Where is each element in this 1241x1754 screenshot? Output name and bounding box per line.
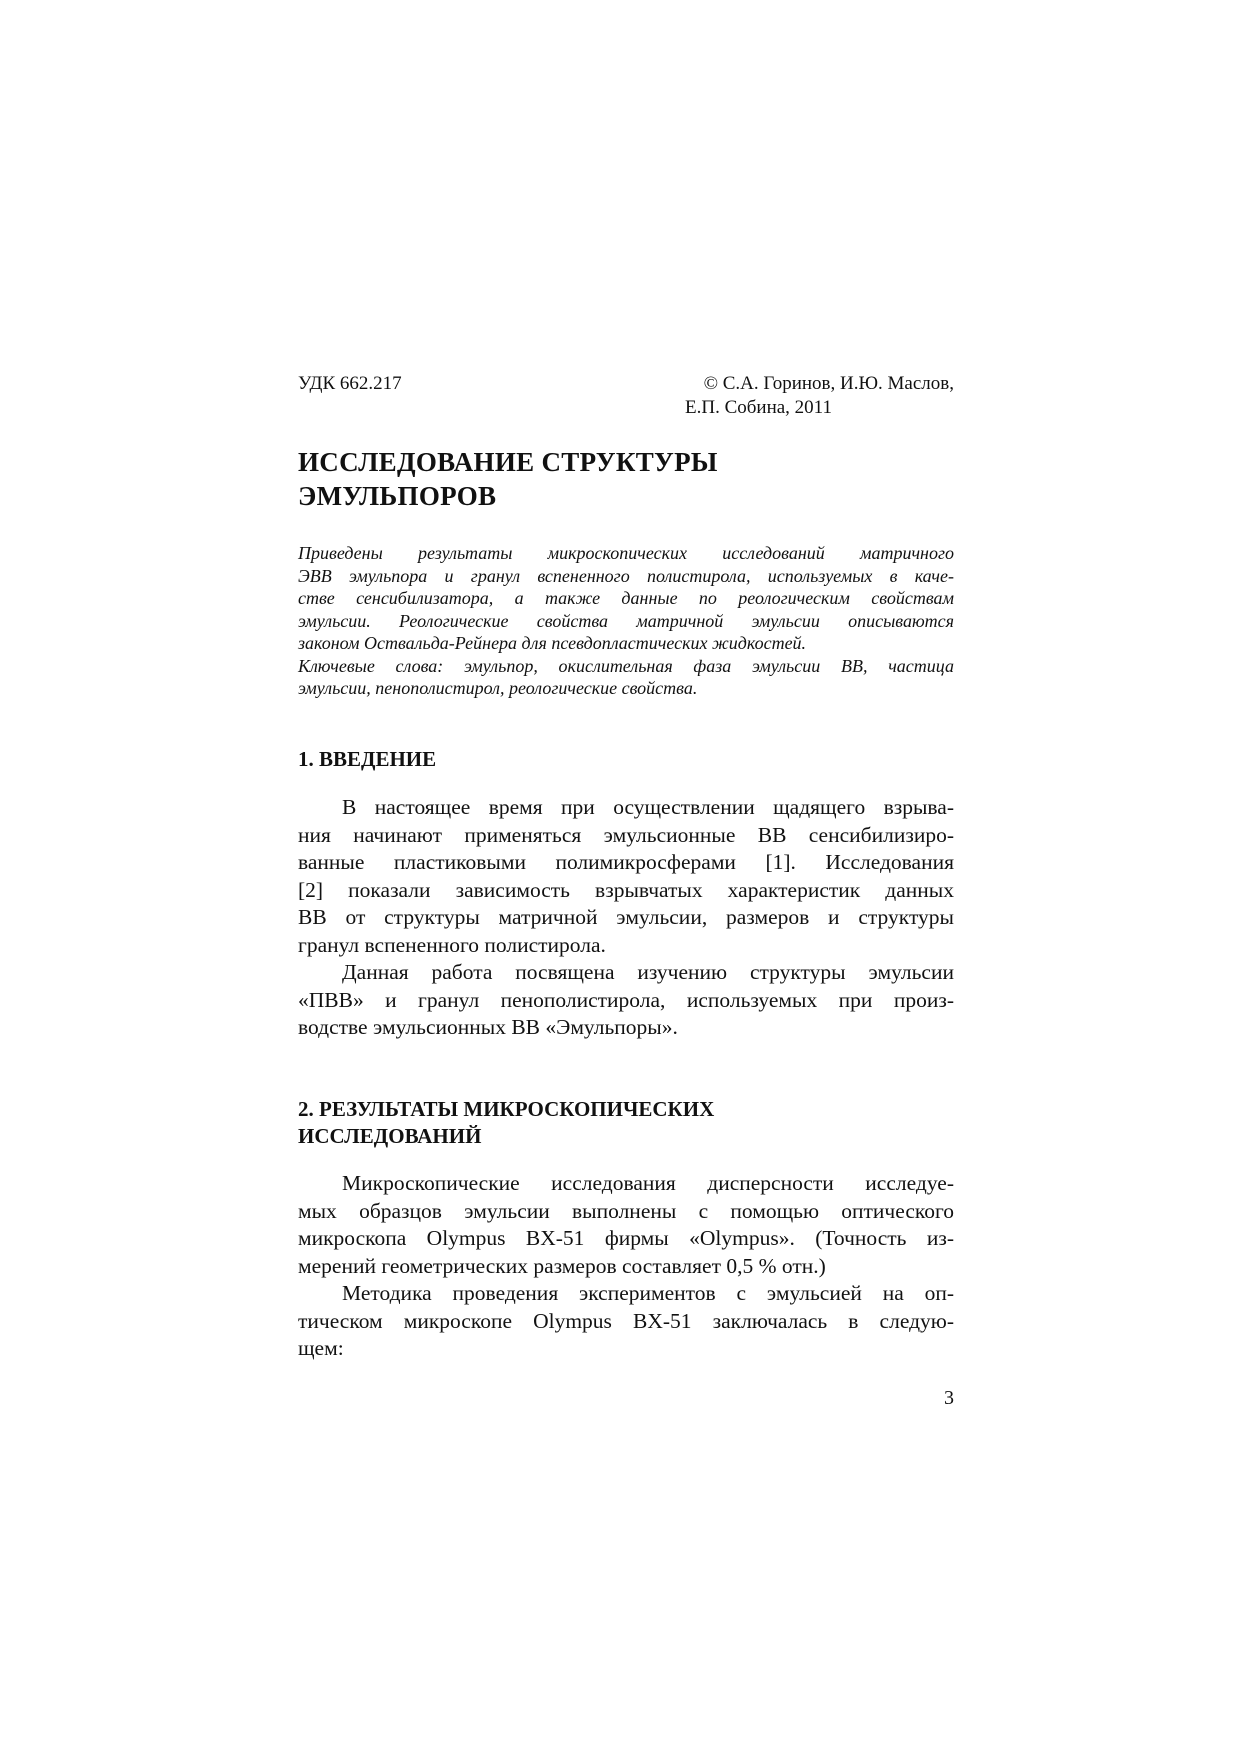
section-heading-line: 2. РЕЗУЛЬТАТЫ МИКРОСКОПИЧЕСКИХ bbox=[298, 1097, 715, 1121]
article-title-line: ЭМУЛЬПОРОВ bbox=[298, 481, 497, 511]
results-text bbox=[298, 1170, 954, 1363]
paragraph-line: [2] показали зависимость взрывчатых характеристик данных bbox=[298, 877, 954, 902]
paragraph-line: водстве эмульсионных ВВ «Эмульпоры». bbox=[298, 1015, 678, 1039]
abstract-line: законом Оствальда-Рейнера для псевдопластических жидкостей. bbox=[298, 633, 807, 653]
paragraph-line: ванные пластиковыми полимикросферами [1]. Исследования bbox=[298, 850, 954, 874]
copyright-authors-year: Е.П. Собина, 2011 bbox=[685, 397, 832, 418]
keywords-line: Ключевые слова: эмульпор, окислительная фаза эмульсии ВВ, частица bbox=[298, 655, 954, 676]
article-title bbox=[298, 445, 954, 513]
page-number: 3 bbox=[944, 1387, 954, 1409]
copyright-notice bbox=[660, 372, 954, 420]
paragraph-line: Данная работа посвящена изучению структуры эмульсии bbox=[342, 960, 954, 984]
paragraph-line: Микроскопические исследования дисперсности исследуе- bbox=[342, 1171, 954, 1195]
section-heading-results bbox=[298, 1096, 954, 1150]
keywords-line: эмульсии, пенополистирол, реологические свойства. bbox=[298, 678, 698, 698]
section-heading-line: ИССЛЕДОВАНИЙ bbox=[298, 1124, 482, 1148]
abstract-line: эмульсии. Реологические свойства матричной эмульсии описываются bbox=[298, 610, 954, 631]
paragraph-line: щем: bbox=[298, 1336, 344, 1360]
abstract-line: Приведены результаты микроскопических исследований матричного bbox=[298, 543, 954, 563]
paragraph-line: В настоящее время при осуществлении щадящего взрыва- bbox=[342, 795, 954, 819]
paragraph-line: «ПВВ» и гранул пенополистирола, используемых при произ- bbox=[298, 987, 954, 1012]
article-title-line: ИССЛЕДОВАНИЕ СТРУКТУРЫ bbox=[298, 447, 718, 477]
udk-code: УДК 662.217 bbox=[298, 373, 402, 394]
abstract-line: ЭВВ эмульпора и гранул вспененного полистирола, используемых в каче- bbox=[298, 565, 954, 586]
paragraph-line: ния начинают применяться эмульсионные ВВ сенсибилизиро- bbox=[298, 822, 954, 847]
section-heading-introduction: 1. ВВЕДЕНИЕ bbox=[298, 747, 437, 771]
abstract-line: стве сенсибилизатора, а также данные по реологическим свойствам bbox=[298, 588, 954, 608]
paragraph-line: Методика проведения экспериментов с эмульсией на оп- bbox=[342, 1281, 954, 1305]
paragraph-line: ВВ от структуры матричной эмульсии, размеров и структуры bbox=[298, 905, 954, 929]
paragraph-line: микроскопа Olympus BX-51 фирмы «Olympus». (Точность из- bbox=[298, 1226, 954, 1250]
copyright-authors: © С.А. Горинов, И.Ю. Маслов, bbox=[703, 373, 954, 394]
paragraph-line: мых образцов эмульсии выполнены с помощью оптического bbox=[298, 1198, 954, 1223]
abstract bbox=[298, 542, 954, 700]
paragraph-line: мерений геометрических размеров составляет 0,5 % отн.) bbox=[298, 1253, 826, 1278]
introduction-text bbox=[298, 794, 954, 1042]
paragraph-line: тическом микроскопе Olympus BX-51 заключалась в следую- bbox=[298, 1308, 954, 1333]
paragraph-line: гранул вспененного полистирола. bbox=[298, 932, 606, 957]
